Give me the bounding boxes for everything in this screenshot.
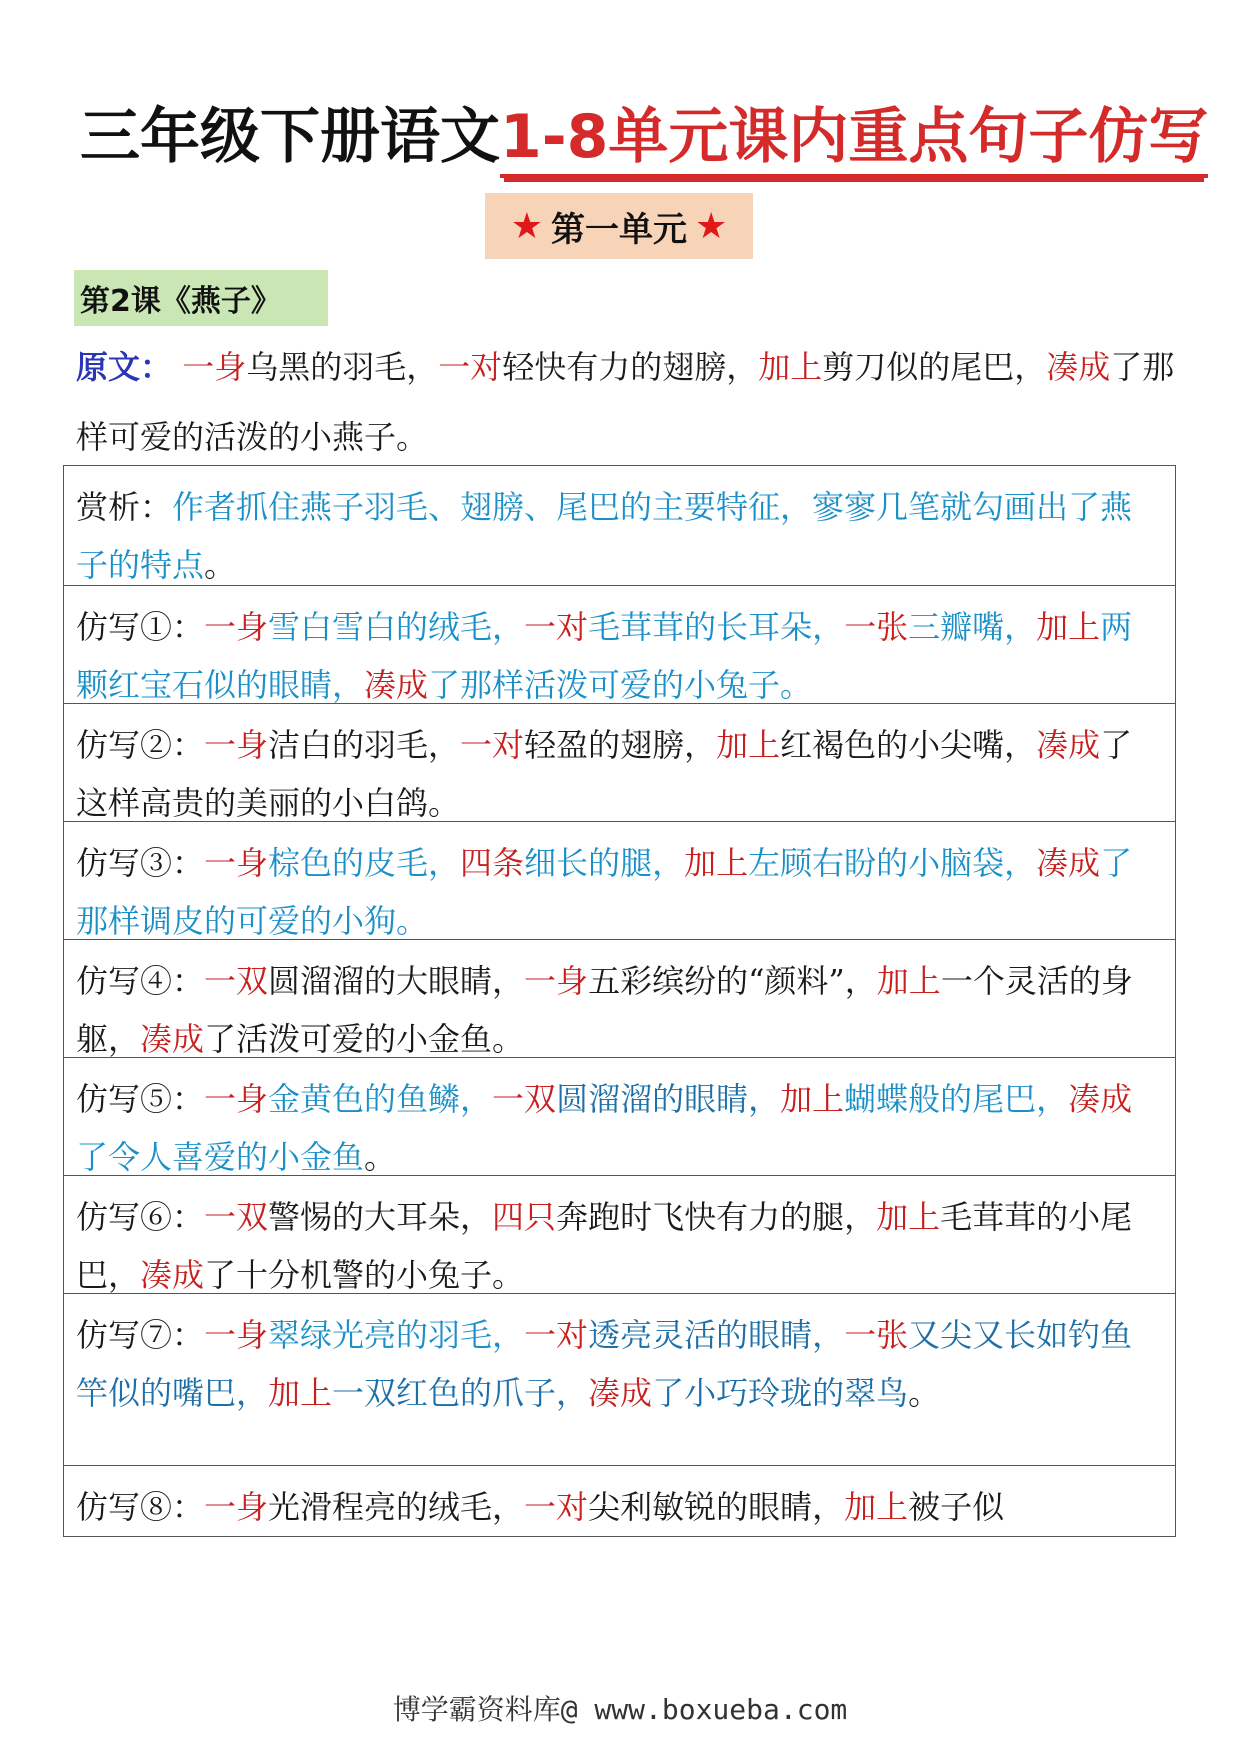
original-text (76, 332, 1186, 472)
page-title (80, 92, 1209, 182)
row-segment: 凑成 (1036, 726, 1101, 764)
row-segment: 了那样活泼可爱的小兔子。 (428, 666, 813, 704)
row-segment: 加上 (780, 1080, 845, 1118)
row-segment: 三瓣嘴， (908, 608, 1037, 646)
footer-watermark: 博学霸资料库@ www.boxueba.com (392, 1693, 848, 1726)
table-row (64, 466, 1175, 586)
row-segment: 奔跑时飞快有力的腿， (556, 1198, 877, 1236)
row-segment: 凑成 (364, 666, 429, 704)
row-label: 仿写②： (76, 726, 205, 764)
original-segment: 凑成 (1046, 348, 1111, 386)
row-label: 仿写⑤： (76, 1080, 205, 1118)
row-segment: 了活泼可爱的小金鱼。 (204, 1020, 525, 1058)
row-segment: 五彩缤纷的“颜料”， (588, 962, 877, 1000)
table-row (64, 1058, 1175, 1176)
row-label: 仿写⑦： (76, 1316, 205, 1354)
row-segment: 尖利敏锐的眼睛， (588, 1488, 845, 1526)
row-segment: 雪白雪白的绒毛， (268, 608, 525, 646)
table-row (64, 1294, 1175, 1466)
row-segment: 凑成 (1036, 844, 1101, 882)
row-segment: 棕色的皮毛， (268, 844, 461, 882)
row-label: 仿写④： (76, 962, 205, 1000)
lesson-badge: 第2课《燕子》 (74, 270, 328, 326)
row-segment: 了令人喜爱的小金鱼 (76, 1138, 365, 1176)
row-label: 仿写⑧： (76, 1488, 205, 1526)
original-segment: 轻快有力的翅膀， (502, 348, 759, 386)
row-segment: 。 (364, 1138, 397, 1176)
row-label: 仿写③： (76, 844, 205, 882)
table-row (64, 704, 1175, 822)
row-segment: 一张 (844, 1316, 909, 1354)
row-segment: 两颗红宝石似的眼睛， (76, 608, 1133, 704)
row-segment: 凑成 (140, 1256, 205, 1294)
row-segment: 洁白的羽毛， (268, 726, 461, 764)
row-segment: 一身 (204, 1316, 269, 1354)
row-segment: 加上 (876, 1198, 941, 1236)
row-segment: 加上 (268, 1374, 333, 1412)
row-segment: 凑成 (140, 1020, 205, 1058)
row-segment: 一身 (204, 844, 269, 882)
row-segment: 加上 (716, 726, 781, 764)
row-segment: 一对 (524, 1316, 589, 1354)
row-segment: 了小巧玲珑的翠鸟 (652, 1374, 909, 1412)
unit-badge (485, 193, 753, 259)
row-segment: 四只 (492, 1198, 557, 1236)
star-icon: ★ (510, 205, 543, 247)
title-part2: 1-8单元课内重点句子仿写 (500, 102, 1208, 178)
row-segment: 光滑程亮的绒毛， (268, 1488, 525, 1526)
row-segment: 了那样调皮的可爱的小狗。 (76, 844, 1133, 940)
row-segment: 一身 (204, 608, 269, 646)
original-segment: 乌黑的羽毛， (246, 348, 439, 386)
original-segment: 一对 (438, 348, 503, 386)
row-segment: 一个灵活的身躯， (76, 962, 1133, 1058)
star-icon: ★ (695, 205, 728, 247)
row-segment: 红褐色的小尖嘴， (780, 726, 1037, 764)
table-row (64, 822, 1175, 940)
row-segment: 一张 (844, 608, 909, 646)
row-segment: 毛茸茸的长耳朵， (588, 608, 845, 646)
row-segment: 细长的腿， (524, 844, 685, 882)
row-segment: 透亮灵活的眼睛， (588, 1316, 845, 1354)
row-segment: 毛茸茸的小尾巴， (76, 1198, 1133, 1294)
row-segment: 一身 (204, 726, 269, 764)
original-label: 原文： (76, 348, 173, 386)
row-segment: 凑成 (1068, 1080, 1133, 1118)
row-segment: 警惕的大耳朵， (268, 1198, 493, 1236)
original-segment: 了那样可爱的活泼的小燕子。 (76, 348, 1175, 456)
table-row (64, 1466, 1175, 1536)
original-segment: 一身 (182, 348, 247, 386)
row-segment: 。 (908, 1374, 941, 1412)
row-segment: 金黄色的鱼鳞， (268, 1080, 493, 1118)
row-segment: 又尖又长如钓鱼竿似的嘴巴， (76, 1316, 1133, 1412)
row-segment: 了十分机警的小兔子。 (204, 1256, 525, 1294)
imitation-table (63, 465, 1176, 1537)
row-label: 仿写⑥： (76, 1198, 205, 1236)
table-row (64, 940, 1175, 1058)
row-segment: 。 (204, 546, 237, 584)
row-segment: 加上 (684, 844, 749, 882)
row-segment: 一对 (460, 726, 525, 764)
row-segment: 一双红色的爪子， (332, 1374, 589, 1412)
row-segment: 一对 (524, 608, 589, 646)
table-row (64, 1176, 1175, 1294)
row-segment: 四条 (460, 844, 525, 882)
row-segment: 凑成 (588, 1374, 653, 1412)
row-segment: 圆溜溜的大眼睛， (268, 962, 525, 1000)
row-segment: 一双 (204, 1198, 269, 1236)
row-segment: 被子似 (908, 1488, 1005, 1526)
table-row (64, 586, 1175, 704)
row-segment: 一双 (204, 962, 269, 1000)
row-segment: 一对 (524, 1488, 589, 1526)
row-label: 仿写①： (76, 608, 205, 646)
original-segment: 剪刀似的尾巴， (822, 348, 1047, 386)
original-segment: 加上 (758, 348, 823, 386)
row-segment: 一身 (204, 1080, 269, 1118)
row-segment: 加上 (1036, 608, 1101, 646)
row-segment: 轻盈的翅膀， (524, 726, 717, 764)
row-segment: 加上 (844, 1488, 909, 1526)
row-segment: 一双 (492, 1080, 557, 1118)
row-segment: 左顾右盼的小脑袋， (748, 844, 1037, 882)
row-segment: 圆溜溜的眼睛， (556, 1080, 781, 1118)
row-segment: 翠绿光亮的羽毛， (268, 1316, 525, 1354)
row-segment: 蝴蝶般的尾巴， (844, 1080, 1069, 1118)
row-segment: 一身 (524, 962, 589, 1000)
row-segment: 了这样高贵的美丽的小白鸽。 (76, 726, 1133, 822)
row-segment: 一身 (204, 1488, 269, 1526)
unit-label: 第一单元 (551, 209, 687, 250)
row-segment: 加上 (876, 962, 941, 1000)
row-segment: 作者抓住燕子羽毛、翅膀、尾巴的主要特征，寥寥几笔就勾画出了燕子的特点 (76, 488, 1133, 584)
title-part1: 三年级下册语文 (80, 102, 500, 172)
row-label: 赏析： (76, 488, 173, 526)
